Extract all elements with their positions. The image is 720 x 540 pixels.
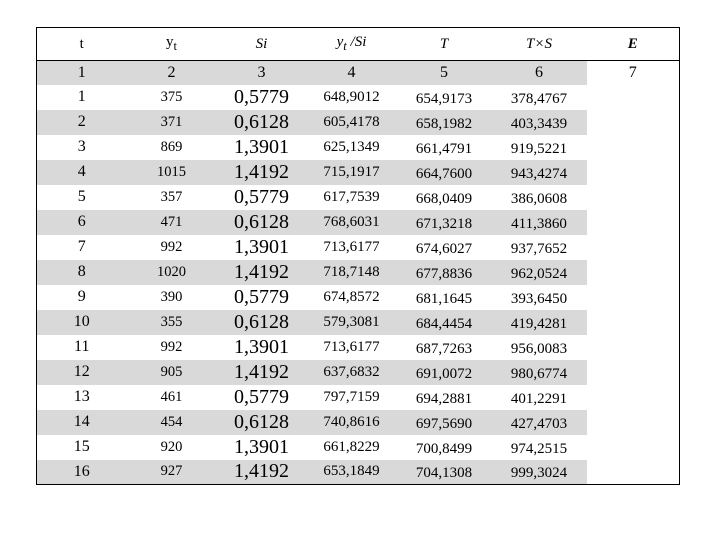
cell-t: 7 — [77, 238, 86, 255]
cell-TxS: 427,4703 — [492, 410, 587, 435]
cell-TxS: 411,3860 — [492, 210, 587, 235]
cell-si: 1,4192 — [217, 160, 307, 185]
header-y-over-si — [307, 28, 397, 61]
cell-T: 700,8499 — [415, 440, 473, 457]
cell-t: 15 — [73, 438, 90, 455]
header-E: E — [587, 28, 680, 61]
cell-E — [587, 385, 680, 410]
cell-y-over-si: 715,1917 — [307, 160, 397, 185]
cell-si: 1,3901 — [234, 235, 289, 258]
cell-T: 677,8836 — [397, 260, 492, 285]
cell-y: 1020 — [127, 260, 217, 285]
cell-E — [587, 360, 680, 385]
cell-y: 375 — [160, 88, 183, 105]
cell-TxS: 393,6450 — [510, 290, 568, 307]
cell-y: 355 — [127, 310, 217, 335]
column-number: 1 — [37, 61, 127, 85]
cell-E — [587, 460, 680, 485]
cell-TxS: 980,6774 — [492, 360, 587, 385]
cell-TxS: 378,4767 — [510, 90, 568, 107]
cell-t: 10 — [37, 310, 127, 335]
cell-si: 0,6128 — [217, 110, 307, 135]
cell-E — [587, 110, 680, 135]
cell-y-over-si: 637,6832 — [307, 360, 397, 385]
table-row — [37, 85, 680, 110]
cell-T: 691,0072 — [397, 360, 492, 385]
column-number: 4 — [307, 61, 397, 85]
cell-E — [587, 185, 680, 210]
cell-TxS: 386,0608 — [510, 190, 568, 207]
cell-y-over-si: 713,6177 — [323, 338, 380, 355]
table-row — [37, 410, 680, 435]
cell-TxS: 919,5221 — [510, 140, 568, 157]
cell-E — [587, 410, 680, 435]
cell-y-over-si: 605,4178 — [307, 110, 397, 135]
cell-TxS: 403,3439 — [492, 110, 587, 135]
table-row — [37, 385, 680, 410]
cell-y: 371 — [127, 110, 217, 135]
cell-si: 0,6128 — [217, 210, 307, 235]
table-row — [37, 310, 680, 335]
cell-T: 674,6027 — [415, 240, 473, 257]
cell-t: 6 — [37, 210, 127, 235]
cell-y-over-si: 718,7148 — [307, 260, 397, 285]
cell-T: 654,9173 — [415, 90, 473, 107]
cell-t: 11 — [74, 338, 90, 355]
cell-TxS: 999,3024 — [492, 460, 587, 485]
cell-y-over-si: 579,3081 — [307, 310, 397, 335]
cell-t: 4 — [37, 160, 127, 185]
cell-T: 661,4791 — [415, 140, 473, 157]
header-si: Si — [217, 28, 307, 61]
cell-E — [587, 160, 680, 185]
cell-si: 0,5779 — [234, 185, 289, 208]
cell-T: 664,7600 — [397, 160, 492, 185]
cell-T: 658,1982 — [397, 110, 492, 135]
table-row — [37, 185, 680, 210]
table-row — [37, 110, 680, 135]
cell-t: 1 — [77, 88, 86, 105]
cell-t: 8 — [37, 260, 127, 285]
table-row — [37, 335, 680, 360]
cell-y-over-si: 653,1849 — [307, 460, 397, 485]
cell-y: 927 — [127, 460, 217, 485]
table-row — [37, 460, 680, 485]
cell-t: 13 — [73, 388, 90, 405]
cell-si: 1,4192 — [217, 460, 307, 485]
cell-y: 869 — [160, 138, 183, 155]
column-number: 7 — [587, 61, 680, 85]
table-row — [37, 285, 680, 310]
data-table — [36, 27, 680, 485]
cell-y-over-si: 661,8229 — [323, 438, 380, 455]
header-ys-label: y — [336, 34, 344, 50]
cell-y-over-si: 740,8616 — [307, 410, 397, 435]
header-ys-subscript: t — [343, 39, 347, 53]
column-number: 3 — [217, 61, 307, 85]
table-row — [37, 160, 680, 185]
cell-T: 668,0409 — [415, 190, 473, 207]
header-y — [127, 28, 217, 61]
cell-TxS: 401,2291 — [510, 390, 568, 407]
table-row — [37, 360, 680, 385]
cell-T: 671,3218 — [397, 210, 492, 235]
cell-T: 687,7263 — [415, 340, 473, 357]
cell-y: 992 — [160, 238, 183, 255]
cell-t: 14 — [37, 410, 127, 435]
header-y-subscript: t — [173, 39, 177, 53]
table-row — [37, 235, 680, 260]
cell-t: 9 — [77, 288, 86, 305]
cell-E — [587, 235, 680, 260]
cell-T: 694,2881 — [415, 390, 473, 407]
cell-si: 1,3901 — [234, 135, 289, 158]
cell-si: 0,6128 — [217, 410, 307, 435]
header-ys-rest: /Si — [346, 34, 367, 50]
cell-T: 704,1308 — [397, 460, 492, 485]
cell-si: 1,4192 — [217, 360, 307, 385]
cell-y-over-si: 797,7159 — [323, 388, 380, 405]
cell-si: 0,5779 — [234, 285, 289, 308]
cell-E — [587, 260, 680, 285]
table-row — [37, 135, 680, 160]
cell-y-over-si: 625,1349 — [323, 138, 380, 155]
table-row — [37, 435, 680, 460]
cell-t: 16 — [37, 460, 127, 485]
header-y-label: y — [166, 34, 174, 50]
cell-E — [587, 435, 680, 460]
cell-TxS: 419,4281 — [492, 310, 587, 335]
cell-TxS: 956,0083 — [510, 340, 568, 357]
cell-TxS: 962,0524 — [492, 260, 587, 285]
cell-E — [587, 85, 680, 110]
cell-y: 1015 — [127, 160, 217, 185]
cell-y-over-si: 617,7539 — [323, 188, 380, 205]
cell-TxS: 974,2515 — [510, 440, 568, 457]
cell-t: 3 — [77, 138, 86, 155]
column-number: 6 — [492, 61, 587, 85]
cell-y: 461 — [160, 388, 183, 405]
cell-T: 697,5690 — [397, 410, 492, 435]
cell-t: 5 — [77, 188, 86, 205]
cell-TxS: 937,7652 — [510, 240, 568, 257]
cell-t: 12 — [37, 360, 127, 385]
column-number: 5 — [397, 61, 492, 85]
cell-y-over-si: 768,6031 — [307, 210, 397, 235]
cell-y: 905 — [127, 360, 217, 385]
header-T: T — [397, 28, 492, 61]
cell-TxS: 943,4274 — [492, 160, 587, 185]
cell-T: 684,4454 — [397, 310, 492, 335]
cell-y: 454 — [127, 410, 217, 435]
cell-E — [587, 335, 680, 360]
cell-y: 357 — [160, 188, 183, 205]
cell-si: 0,5779 — [234, 385, 289, 408]
header-row — [37, 28, 680, 61]
table-row — [37, 210, 680, 235]
data-table-container — [36, 27, 680, 485]
header-TxS: T×S — [492, 28, 587, 61]
cell-y: 992 — [160, 338, 183, 355]
header-t: t — [37, 28, 127, 61]
cell-E — [587, 210, 680, 235]
cell-T: 681,1645 — [415, 290, 473, 307]
cell-y: 390 — [160, 288, 183, 305]
cell-si: 0,6128 — [217, 310, 307, 335]
cell-y: 471 — [127, 210, 217, 235]
column-number-row — [37, 61, 680, 85]
cell-E — [587, 310, 680, 335]
cell-y: 920 — [160, 438, 183, 455]
table-body — [37, 61, 680, 485]
cell-si: 1,4192 — [217, 260, 307, 285]
column-number: 2 — [127, 61, 217, 85]
cell-E — [587, 285, 680, 310]
cell-t: 2 — [37, 110, 127, 135]
cell-si: 0,5779 — [234, 85, 289, 108]
cell-si: 1,3901 — [234, 335, 289, 358]
cell-E — [587, 135, 680, 160]
table-row — [37, 260, 680, 285]
cell-y-over-si: 648,9012 — [323, 88, 380, 105]
cell-y-over-si: 713,6177 — [323, 238, 380, 255]
cell-si: 1,3901 — [234, 435, 289, 458]
cell-y-over-si: 674,8572 — [323, 288, 380, 305]
